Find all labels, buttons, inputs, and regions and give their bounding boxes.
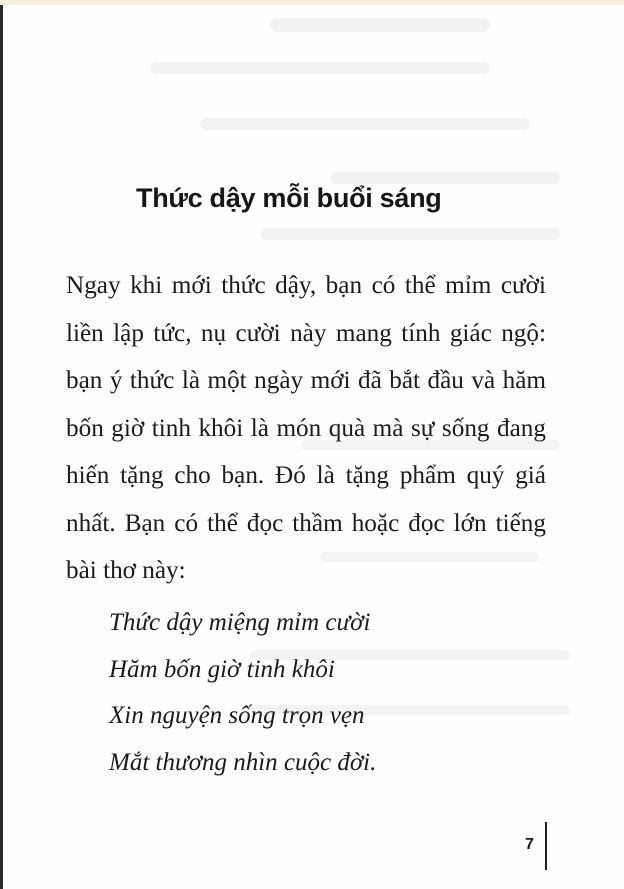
paragraph-line: bài thơ này: <box>66 557 186 584</box>
poem <box>109 600 376 786</box>
paragraph-line: hiến tặng cho bạn. Đó là tặng phẩm quý giá <box>66 462 546 489</box>
bleed-through-smudge <box>270 18 490 32</box>
bleed-through-smudge <box>150 62 490 74</box>
bleed-through-smudge <box>260 228 560 240</box>
poem-line: Thức dậy miệng mỉm cười <box>109 609 371 636</box>
paragraph-line: bốn giờ tinh khôi là món quà mà sự sống đang <box>66 414 546 442</box>
paragraph-line: liền lập tức, nụ cười này mang tính giác ngộ: <box>66 319 546 347</box>
poem-line: Xin nguyện sống trọn vẹn <box>109 702 365 729</box>
page-number: 7 <box>525 836 534 853</box>
paragraph-line: Ngay khi mới thức dậy, bạn có thể mỉm cười <box>66 272 546 299</box>
section-title: Thức dậy mỗi buổi sáng <box>136 183 442 213</box>
paragraph-line: nhất. Bạn có thể đọc thầm hoặc đọc lớn tiếng <box>66 509 546 537</box>
paragraph-line: bạn ý thức là một ngày mới đã bắt đầu và hăm <box>66 367 546 394</box>
poem-line: Mắt thương nhìn cuộc đời. <box>109 748 377 776</box>
page-number-rule <box>545 822 547 870</box>
page-left-edge <box>0 5 3 889</box>
body-paragraph <box>66 262 546 595</box>
bleed-through-smudge <box>200 118 530 130</box>
poem-line: Hăm bốn giờ tinh khôi <box>109 655 335 683</box>
